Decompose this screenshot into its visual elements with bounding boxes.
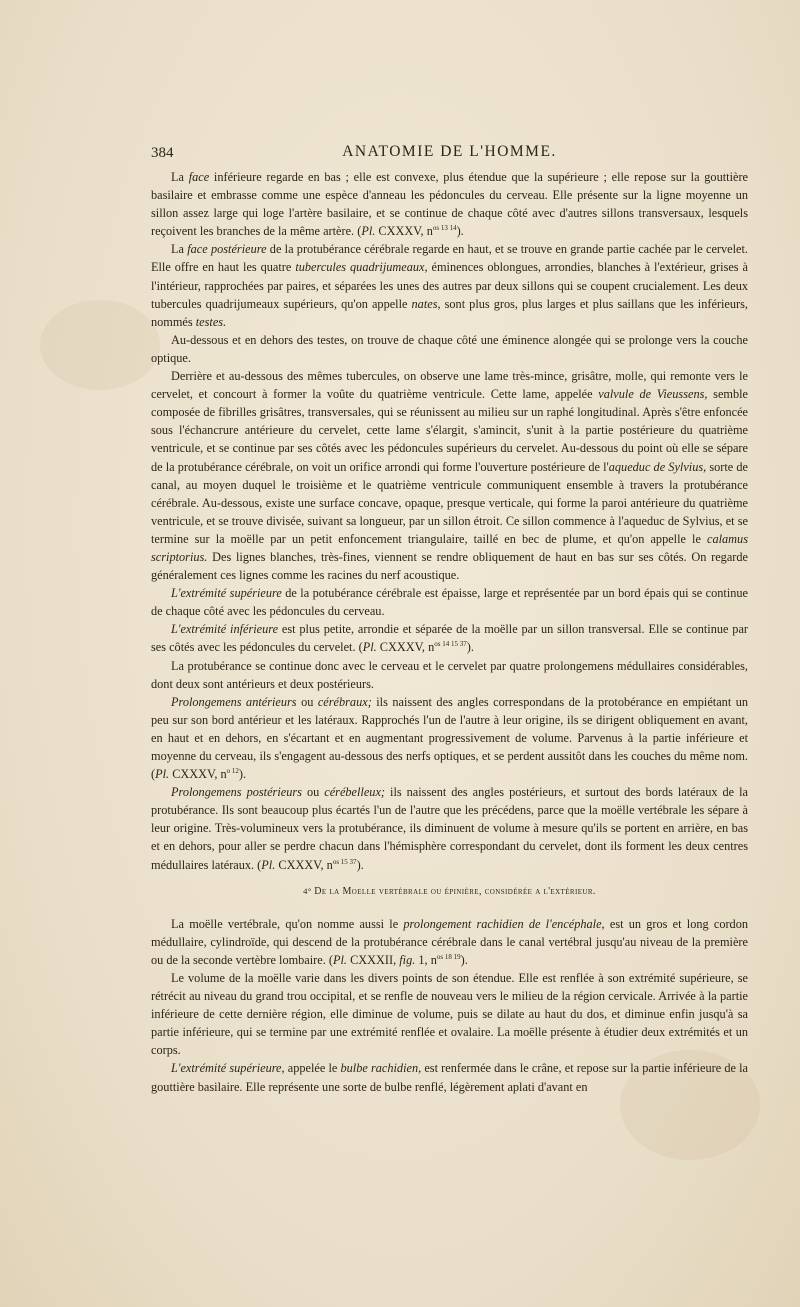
body-text	[151, 168, 748, 1096]
page-number: 384	[151, 145, 174, 161]
page-header	[151, 143, 748, 165]
paragraph: L'extrémité supérieure de la potubérance cérébrale est épaisse, large et représentée par un bord épais qui se continue de chaque côté avec les pédoncules du cerveau.	[151, 586, 748, 619]
paragraph: Le volume de la moëlle varie dans les divers points de son étendue. Elle est renflée à son extrémité supérieure, se rétrécit au niveau du grand trou occipital, et se renfle de nouveau vers le milieu de la région cervicale. Arrivée à la partie inférieure de cette dernière région, elle diminue de volume, puis se dilate au haut du dos, et diminue enfin jusqu'à sa partie inférieure, qui se termine par une extrémité renflée et ovalaire. La moëlle présente à étudier deux extrémités et un corps.	[151, 970, 748, 1058]
paragraph: La protubérance se continue donc avec le cerveau et le cervelet par quatre prolongemens médullaires considérables, dont deux sont antérieurs et deux postérieurs.	[151, 658, 748, 691]
paragraph: Au-dessous et en dehors des testes, on trouve de chaque côté une éminence alongée qui se prolonge vers la couche optique.	[151, 332, 748, 365]
paragraph: La face inférieure regarde en bas ; elle est convexe, plus étendue que la supérieure ; elle repose sur la gouttière basilaire et embrasse comme une espèce d'anneau les pédoncules du cerveau. Elle présente sur la ligne moyenne un sillon assez large qui loge l'artère basilaire, et se continue de chaque côté avec d'autres sillons transversaux, lesquels reçoivent les branches de la même artère. (Pl. CXXXV, $n^{os 13 14}$).	[151, 170, 748, 239]
paragraph: La face postérieure de la protubérance cérébrale regarde en haut, et se trouve en grande partie cachée par le cervelet. Elle offre en haut les quatre tubercules quadrijumeaux, éminences oblongues, arrondies, blanches à l'extérieur, grises à l'intérieur, rapprochées par paires, et séparées les unes des autres par deux sillons qui se coupent crucialement. Les deux tubercules quadrijumeaux supérieurs, qu'on appelle nates, sont plus gros, plus larges et plus saillans que les inférieurs, nommés testes.	[151, 242, 748, 329]
paragraph: Prolongemens antérieurs ou cérébraux; ils naissent des angles correspondans de la protobérance en empiétant un peu sur son bord antérieur et les latéraux. Rapprochés l'un de l'autre à leur origine, ils se dirigent obliquement en avant, en haut et en dehors, en s'écartant et en augmentant progressivement de volume. Parvenus à la partie inférieure et moyenne du cerveau, ils s'engagent au-dessous des nerfs optiques, et se perdent aussitôt dans les couches du même nom. (Pl. CXXXV, $n^{o 12}$).	[151, 694, 749, 782]
paragraph: L'extrémité supérieure, appelée le bulbe rachidien, est renfermée dans le crâne, et repose sur la partie inférieure de la gouttière basilaire. Elle représente une sorte de bulbe renflé, légèrement aplati d'avant en	[151, 1061, 748, 1094]
paragraph: Prolongemens postérieurs ou cérébelleux; ils naissent des angles postérieurs, et surtout des bords latéraux de la protubérance. Ils sont beaucoup plus écartés l'un de l'autre que les précédens, parce que la moëlle vertébrale les sépare à leur origine. Très-volumineux vers la protubérance, ils diminuent de volume à mesure qu'ils se portent en arrière, en bas et en dehors, pour aller se perdre chacun dans l'hémisphère correspondant du cervelet, dont ils forment les deux centres médullaires latéraux. (Pl. CXXXV, $n^{os 15 37}$).	[151, 785, 748, 872]
paragraph: Derrière et au-dessous des mêmes tubercules, on observe une lame très-mince, grisâtre, molle, qui remonte vers le cervelet, et concourt à former la voûte du quatrième ventricule. Cette lame, appelée valvule de Vieussens, semble composée de fibrilles grisâtres, transversales, qui se réunissent au milieu sur un raphé longitudinal. Après s'être enfoncée sous l'échancrure antérieure du cervelet, cette lame s'élargit, s'amincit, s'unit à la partie postérieure du quatrième ventricule, et se continue par ses côtés avec les pédoncules supérieurs du cervelet. Au-dessous du point où elle se sépare de la protubérance cérébrale, on voit un orifice arrondi qui forme l'ouverture postérieure de l'aqueduc de Sylvius, sorte de canal, au moyen duquel le troisième et le quatrième ventricule communiquent ensemble à travers la protubérance cérébrale. Au-dessous, existe une surface concave, opaque, presque verticale, qui forme la paroi antérieure du quatrième ventricule, et se trouve divisée, suivant sa longueur, par un sillon étroit. Ce sillon commence à l'aqueduc de Sylvius, et se termine sur la moëlle par un petit enfoncement triangulaire, taillé en bec de plume, et qu'on appelle le calamus scriptorius. Des lignes blanches, très-fines, viennent se rendre obliquement de haut en bas sur ses côtés. On regarde généralement ces lignes comme les racines du nerf acoustique.	[151, 369, 749, 583]
paper-stain	[40, 300, 160, 390]
paragraph: La moëlle vertébrale, qu'on nomme aussi le prolongement rachidien de l'encéphale, est un gros et long cordon médullaire, cylindroïde, qui descend de la protubérance cérébrale dans le canal vertébral jusqu'au niveau de la première ou de la seconde vertèbre lombaire. (Pl. CXXXII, fig. 1, $n^{os 18 19}$).	[151, 916, 749, 967]
running-title: ANATOMIE DE L'HOMME.	[342, 143, 557, 160]
section-heading: 4° De la Moelle vertébrale ou épinière, considérée a l'extérieur.	[303, 885, 596, 897]
paragraph: L'extrémité inférieure est plus petite, arrondie et séparée de la moëlle par un sillon transversal. Elle se continue par ses côtés avec les pédoncules du cervelet. (Pl. CXXXV, $n^{os 14 15 37}$).	[151, 622, 748, 655]
